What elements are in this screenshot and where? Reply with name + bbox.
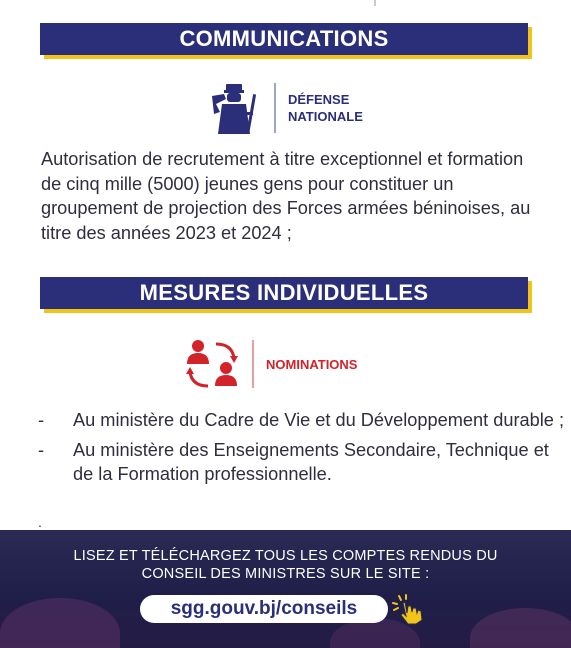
footer-decoration bbox=[470, 608, 571, 648]
defense-header bbox=[206, 82, 363, 134]
communications-banner-label: COMMUNICATIONS bbox=[179, 26, 389, 51]
footer-text-line1: LISEZ ET TÉLÉCHARGEZ TOUS LES COMPTES RENDUS DU bbox=[73, 548, 498, 564]
communications-banner bbox=[40, 23, 528, 55]
list-dash: - bbox=[38, 410, 45, 430]
trailing-dot: . bbox=[38, 514, 42, 530]
defense-label bbox=[288, 91, 363, 125]
site-url-text: sgg.gouv.bj/conseils bbox=[170, 598, 358, 619]
hand-click-icon bbox=[391, 593, 427, 625]
list-item bbox=[0, 438, 571, 486]
footer-text-line2: CONSEIL DES MINISTRES SUR LE SITE : bbox=[141, 566, 430, 582]
footer-banner bbox=[0, 530, 571, 648]
defense-paragraph: Autorisation de recrutement à titre exceptionnel et formation de cinq mille (5000) jeunes gens pour constituer un groupement de projection des Forces armées béninoises, au titre des années 2023 et 2024 ; bbox=[41, 149, 531, 243]
footer-text bbox=[0, 547, 571, 583]
people-exchange-icon bbox=[184, 336, 240, 392]
nominations-label: NOMINATIONS bbox=[266, 356, 358, 372]
nominations-divider bbox=[252, 340, 254, 388]
site-url-link[interactable] bbox=[140, 595, 388, 623]
nominations-list bbox=[0, 408, 571, 492]
footer-decoration bbox=[0, 598, 120, 648]
top-edge-mark bbox=[374, 0, 376, 6]
soldier-salute-icon bbox=[206, 82, 262, 134]
list-item-text: Au ministère du Cadre de Vie et du Développement durable ; bbox=[73, 410, 565, 430]
defense-divider bbox=[274, 83, 276, 133]
list-dash: - bbox=[38, 440, 45, 460]
defense-label-line2: NATIONALE bbox=[288, 109, 363, 124]
list-item-text: Au ministère des Enseignements Secondaire, Technique et de la Formation professionnelle. bbox=[73, 440, 549, 484]
mesures-banner-label: MESURES INDIVIDUELLES bbox=[139, 280, 429, 305]
list-item bbox=[0, 408, 571, 432]
nominations-header bbox=[184, 336, 357, 392]
mesures-banner bbox=[40, 277, 528, 309]
defense-label-line1: DÉFENSE bbox=[288, 92, 350, 107]
